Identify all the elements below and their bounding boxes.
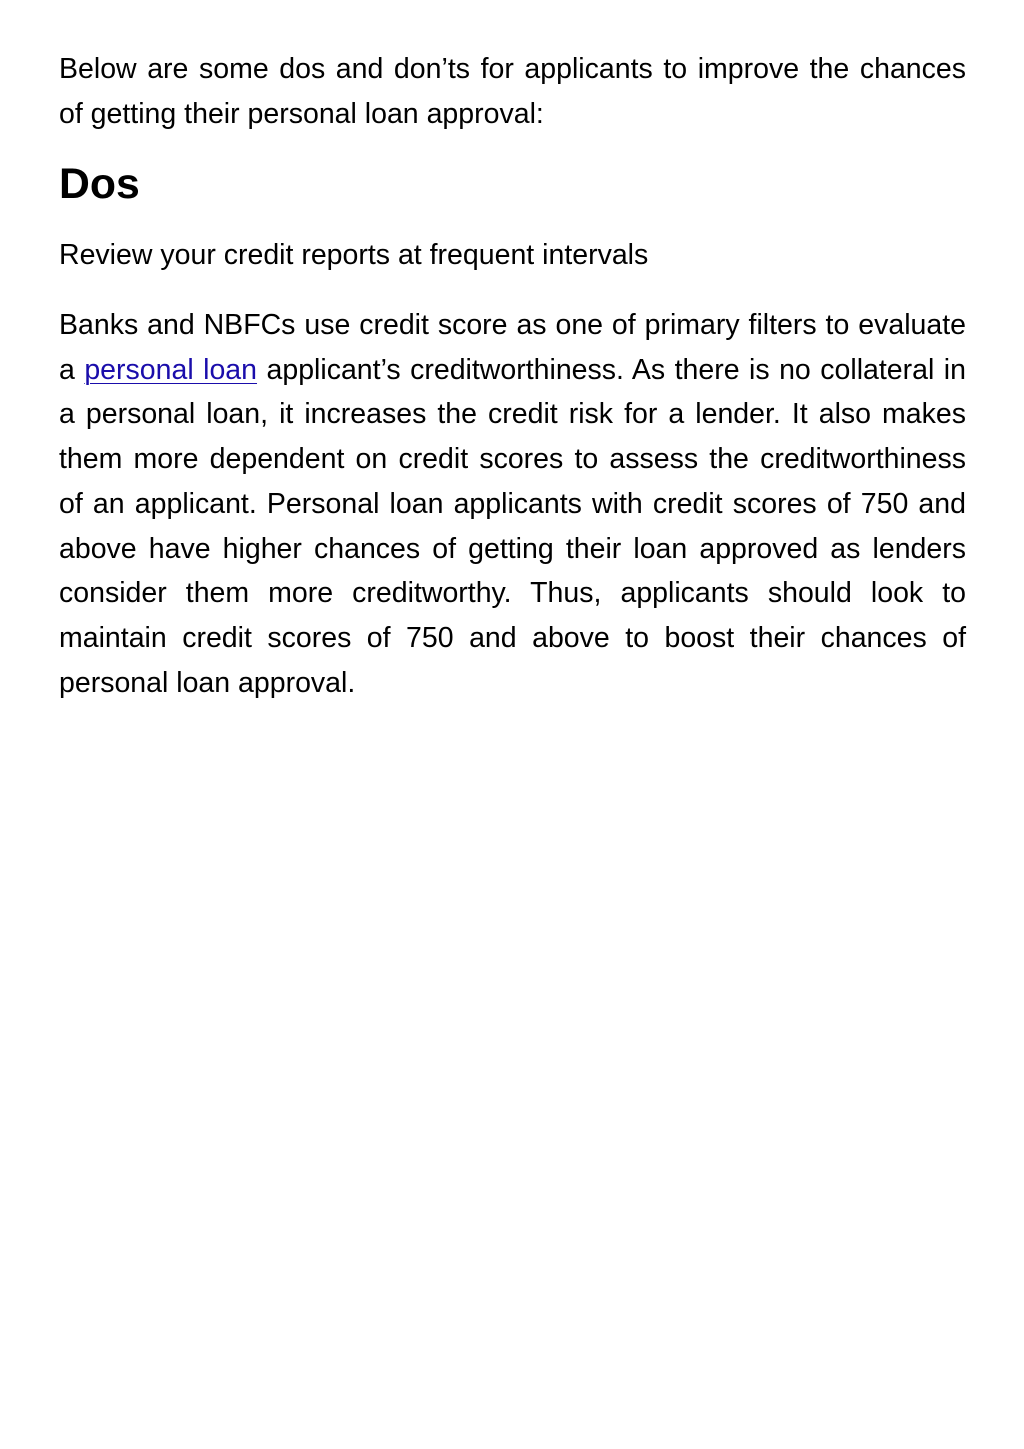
body-text-before-link: Banks and NBFCs use credit score as one of primary filters to evaluate a [59,309,966,386]
body-paragraph [59,303,966,705]
intro-paragraph: Below are some dos and don’ts for applicants to improve the chances of getting their personal loan approval: [59,53,966,130]
section-heading-dos: Dos [59,160,140,208]
body-text-after-link: applicant’s creditworthiness. As there is no collateral in a personal loan, it increases the credit risk for a lender. It also makes them more dependent on credit scores to assess the creditworthiness of an applicant. Personal loan applicants with credit scores of 750 and above have higher chances of getting their loan approved as lenders consider them more creditworthy. Thus, applicants should look to maintain credit scores of 750 and above to boost their chances of personal loan approval. [59,353,966,699]
subheading-review-credit-reports: Review your credit reports at frequent intervals [59,239,649,271]
personal-loan-link[interactable]: personal loan [84,353,258,386]
